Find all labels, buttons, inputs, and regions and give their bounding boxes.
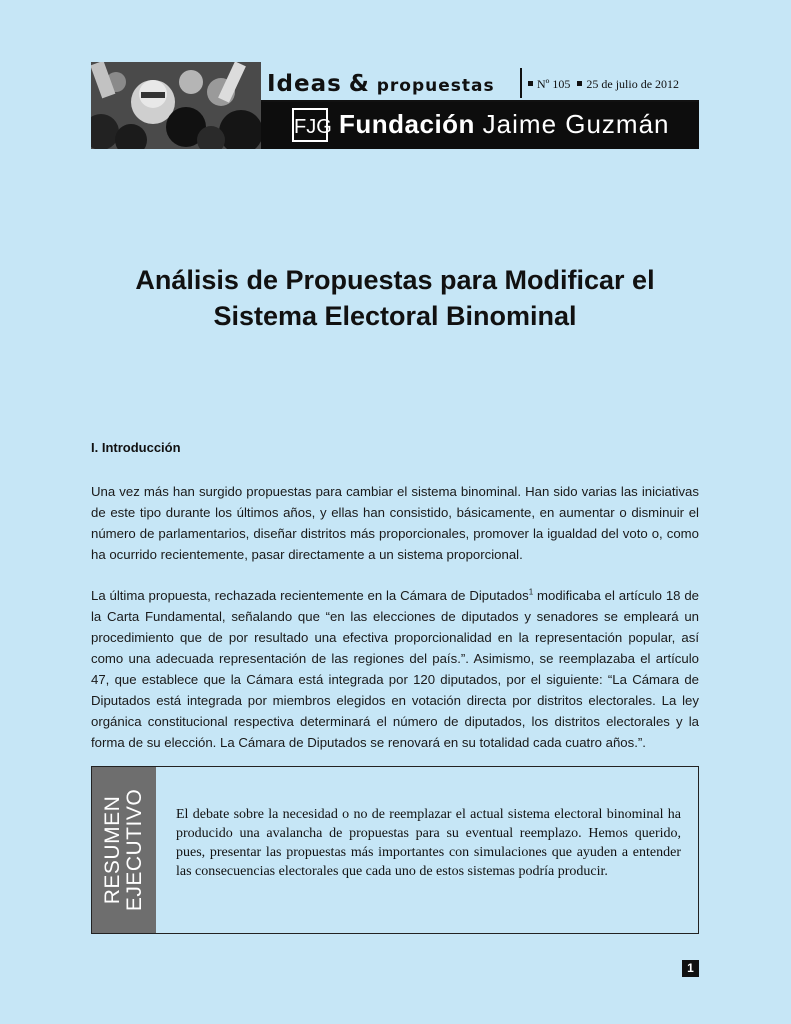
foundation-name-light: Jaime Guzmán: [482, 109, 670, 139]
paragraph-proposal: [91, 585, 699, 753]
series-word-ideas: Ideas: [267, 71, 342, 97]
foundation-name-bold: Fundación: [339, 109, 475, 139]
series-word-propuestas: propuestas: [376, 76, 495, 96]
document-title-line1: Análisis de Propuestas para Modificar el: [135, 265, 655, 295]
executive-summary-box: [91, 766, 699, 934]
executive-summary-label: [102, 789, 146, 911]
issue-info: [528, 77, 679, 92]
executive-summary-text: El debate sobre la necesidad o no de reemplazar el actual sistema electoral binominal ha producido una avalancha de propuestas para su eventual reemplazo. Hemos querido, pues, presentar las propuestas más importantes con simulaciones que ayuden a entender las consecuencias electorales que cada uno de estos sistemas podría producir.: [176, 807, 681, 879]
document-title-line2: Sistema Electoral Binominal: [213, 301, 577, 331]
masthead: [91, 62, 699, 149]
bullet-square-icon: [577, 81, 582, 86]
paragraph-intro: Una vez más han surgido propuestas para cambiar el sistema binominal. Han sido varias las iniciativas de este tipo durante los últimos años, y ellas han consistido, básicamente, en aumentar o disminuir el número de parlamentarios, diseñar distritos más proporcionales, promover la igualdad del voto o, como ha ocurrido recientemente, pasar directamente a un sistema proporcional.: [91, 484, 699, 562]
page-number: 1: [682, 960, 699, 977]
masthead-photo: [91, 62, 261, 149]
paragraph-proposal-rest: modificaba el artículo 18 de la Carta Fundamental, señalando que “en las elecciones de diputados y senadores se empleará un procedimiento que de por resultado una efectiva proporcionalidad en la representación popular, así como una adecuada representación de las regiones del país.”. Asimismo, se reemplazaba el artículo 47, que establece que la Cámara está integrada por 120 diputados, por el siguiente: “La Cámara de Diputados está integrada por miembros elegidos en votación directa por distritos electorales. La ley orgánica constitucional respectiva determinará el número de diputados, los distritos electorales y la forma de su elección. La Cámara de Diputados se renovará en su totalidad cada cuatro años.”.: [91, 588, 699, 750]
crowd-photo-image: [91, 62, 261, 149]
foundation-name: [339, 109, 670, 140]
executive-summary-sidebar: [92, 767, 156, 933]
series-header: [261, 62, 699, 102]
fjg-logo: FJG: [292, 108, 328, 142]
series-title: [267, 71, 495, 97]
header-divider: [520, 68, 522, 98]
issue-date: 25 de julio de 2012: [586, 77, 680, 91]
summary-label-line2: EJECUTIVO: [123, 788, 146, 912]
series-ampersand: &: [348, 71, 370, 97]
section-heading: I. Introducción: [91, 440, 181, 455]
bullet-square-icon: [528, 81, 533, 86]
paragraph-proposal-start: La última propuesta, rechazada recientemente en la Cámara de Diputados: [91, 588, 529, 603]
issue-number: Nº 105: [537, 77, 571, 91]
summary-label-line1: RESUMEN: [101, 795, 124, 905]
foundation-banner: [261, 102, 699, 149]
footnote-ref: 1: [528, 587, 534, 597]
document-title: [91, 262, 699, 334]
